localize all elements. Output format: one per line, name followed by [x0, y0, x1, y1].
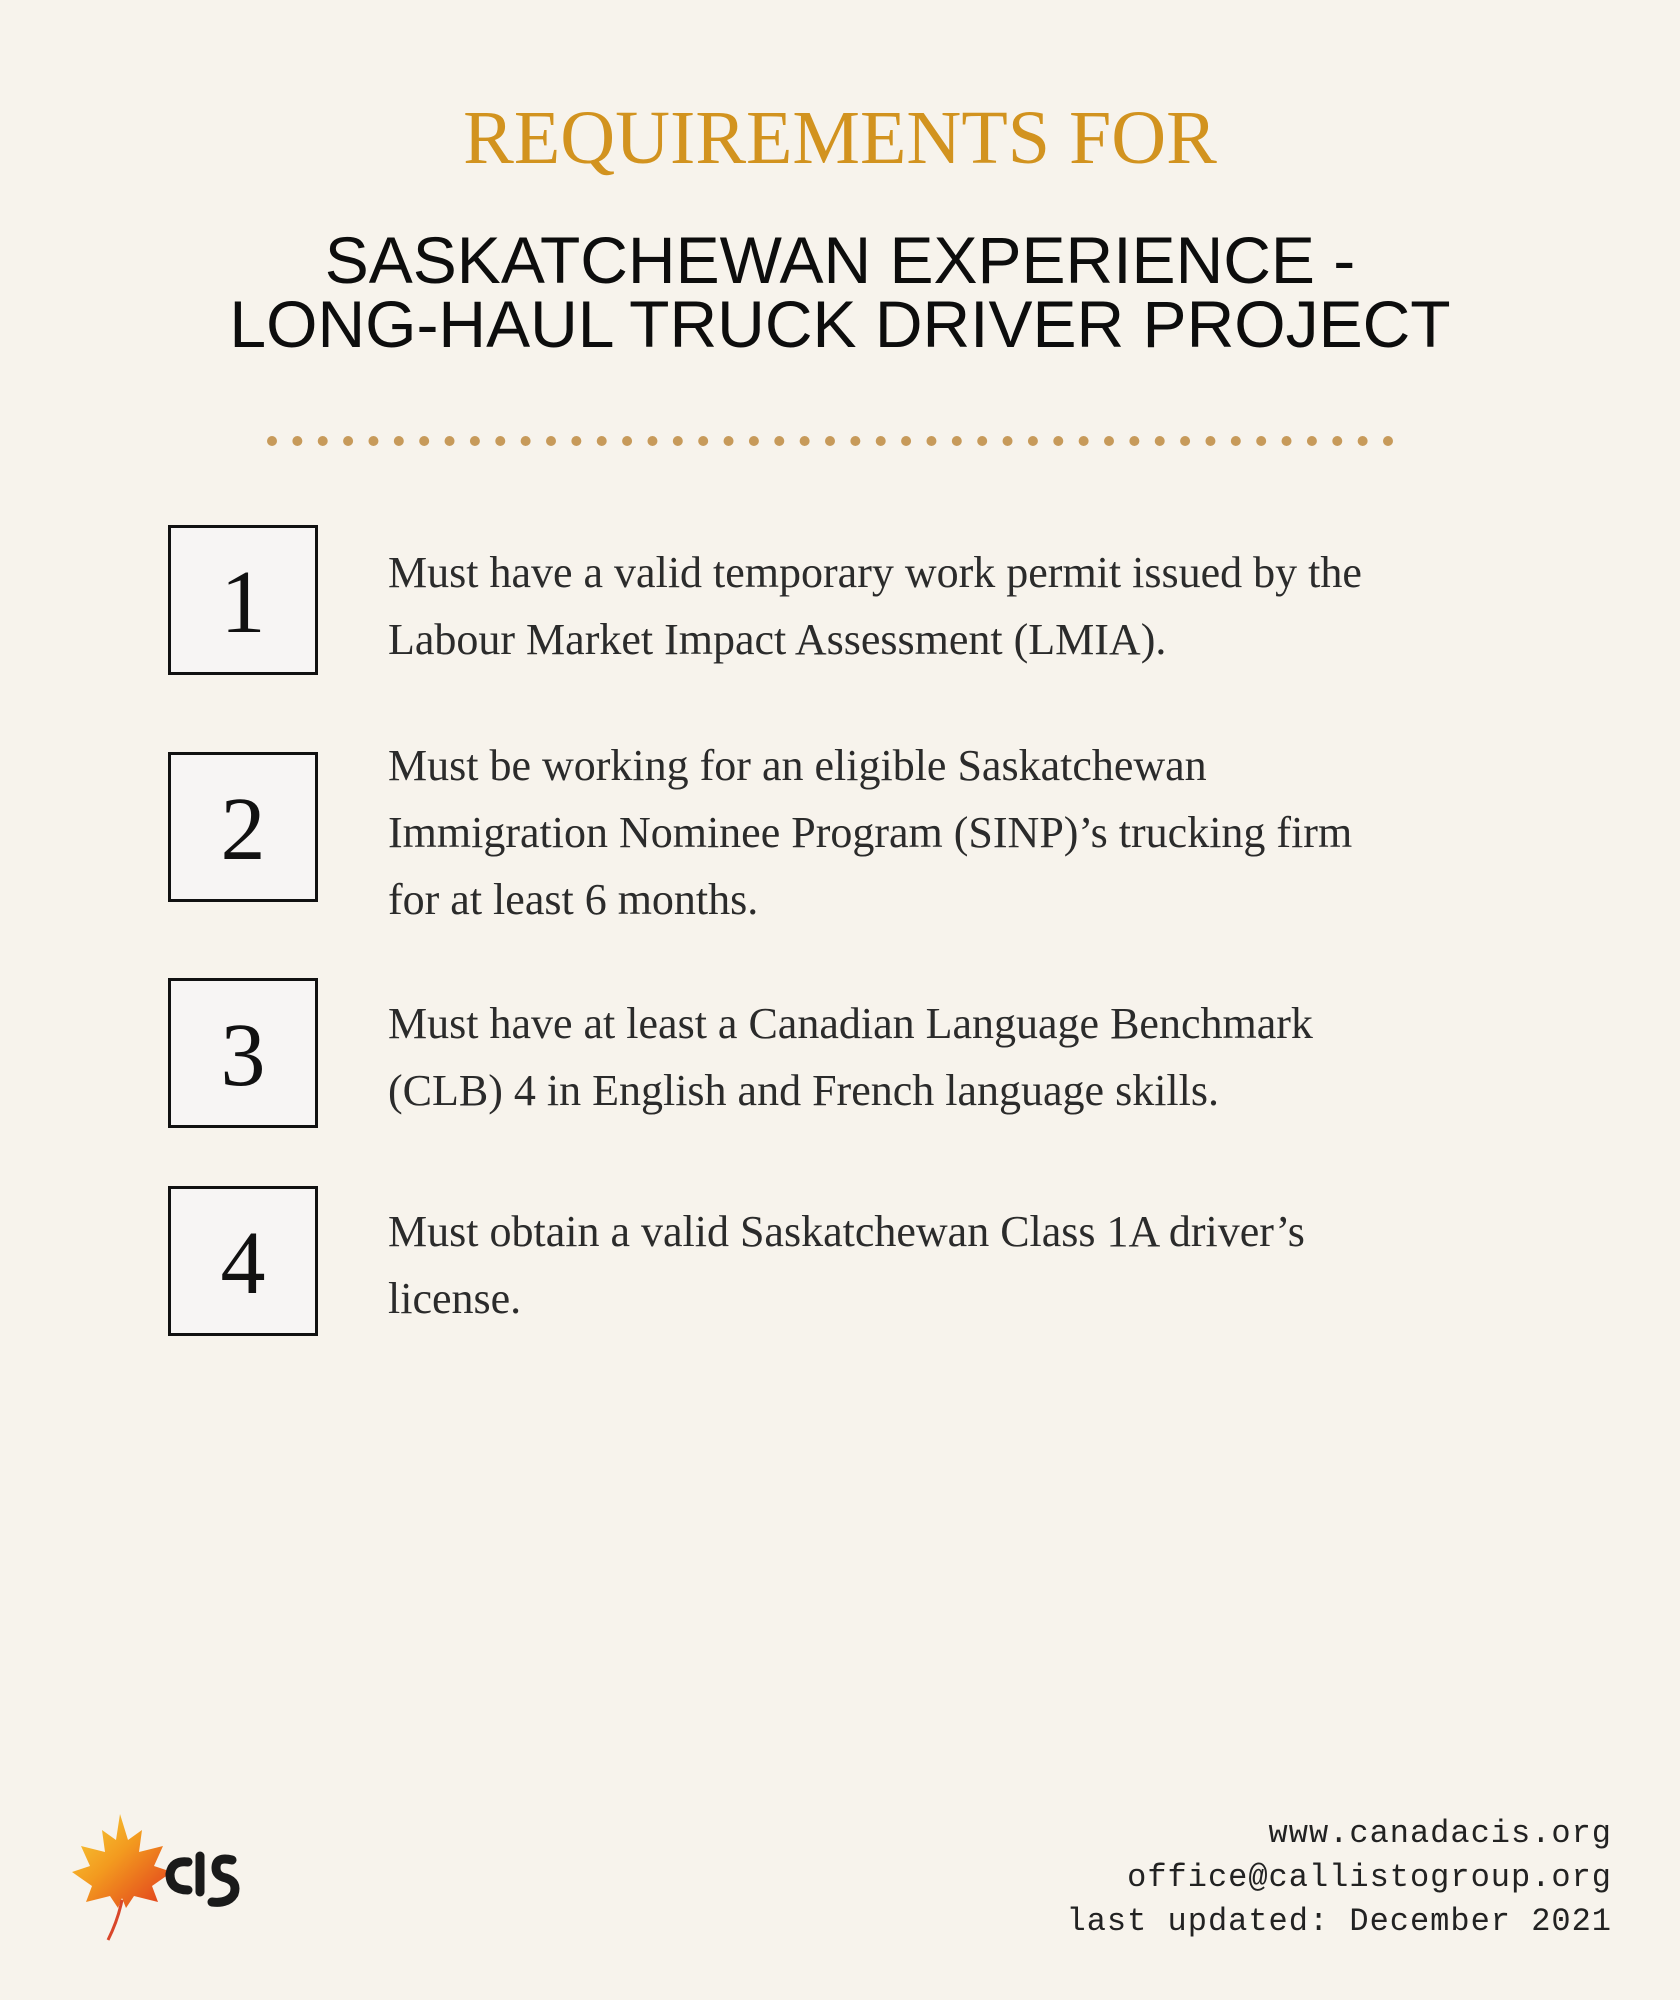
divider-dot — [394, 436, 404, 446]
divider-dot — [419, 436, 429, 446]
requirement-text-line: Immigration Nominee Program (SINP)’s trucking firm — [388, 808, 1353, 857]
divider-dot — [1307, 436, 1317, 446]
requirement-text-line: for at least 6 months. — [388, 875, 759, 924]
divider-dot — [1383, 436, 1393, 446]
divider-dot — [1104, 436, 1114, 446]
divider-dot — [571, 436, 581, 446]
divider-dot — [343, 436, 353, 446]
dotted-divider — [265, 434, 1395, 448]
requirement-text-line: license. — [388, 1274, 522, 1323]
page-title — [0, 223, 1680, 361]
divider-dot — [1079, 436, 1089, 446]
requirement-number-4: 4 — [168, 1186, 318, 1336]
divider-dot — [368, 436, 378, 446]
requirement-number-2: 2 — [168, 752, 318, 902]
divider-dot — [1053, 436, 1063, 446]
divider-dot — [698, 436, 708, 446]
divider-dot — [445, 436, 455, 446]
divider-dot — [825, 436, 835, 446]
divider-dot — [1358, 436, 1368, 446]
divider-dot — [901, 436, 911, 446]
website-link[interactable]: www.canadacis.org — [1268, 1815, 1612, 1852]
section-kicker: REQUIREMENTS FOR — [463, 96, 1217, 180]
requirement-number-3: 3 — [168, 978, 318, 1128]
divider-dot — [647, 436, 657, 446]
cis-logo-letters — [170, 1856, 235, 1902]
requirement-text-line: Must have a valid temporary work permit issued by the — [388, 548, 1362, 597]
divider-dot — [1003, 436, 1013, 446]
maple-leaf-icon — [72, 1814, 172, 1940]
requirement-text-4 — [388, 1198, 1518, 1332]
requirement-text-1 — [388, 539, 1518, 673]
divider-dot — [546, 436, 556, 446]
divider-dot — [1282, 436, 1292, 446]
requirement-text-line: Must obtain a valid Saskatchewan Class 1A driver’s — [388, 1207, 1305, 1256]
divider-dot — [774, 436, 784, 446]
divider-dot — [977, 436, 987, 446]
divider-dot — [749, 436, 759, 446]
divider-dot — [673, 436, 683, 446]
last-updated: last updated: December 2021 — [1066, 1903, 1612, 1940]
requirement-text-2 — [388, 732, 1518, 933]
divider-dot — [952, 436, 962, 446]
divider-dot — [1028, 436, 1038, 446]
divider-dot — [1256, 436, 1266, 446]
requirement-text-line: Labour Market Impact Assessment (LMIA). — [388, 615, 1167, 664]
divider-dot — [1180, 436, 1190, 446]
divider-dot — [800, 436, 810, 446]
divider-dot — [1205, 436, 1215, 446]
page-title-line-1: SASKATCHEWAN EXPERIENCE - — [324, 223, 1356, 297]
divider-dot — [1332, 436, 1342, 446]
page-title-line-2: LONG-HAUL TRUCK DRIVER PROJECT — [229, 287, 1451, 361]
divider-dot — [1129, 436, 1139, 446]
cis-logo — [60, 1810, 260, 1945]
email-link[interactable]: office@callistogroup.org — [1127, 1859, 1612, 1896]
divider-dot — [876, 436, 886, 446]
footer-contact — [1067, 1812, 1612, 1944]
requirement-text-3 — [388, 990, 1518, 1124]
divider-dot — [1231, 436, 1241, 446]
requirement-number-1: 1 — [168, 525, 318, 675]
requirement-text-line: Must have at least a Canadian Language Benchmark — [388, 999, 1313, 1048]
requirement-text-line: Must be working for an eligible Saskatchewan — [388, 741, 1207, 790]
divider-dot — [495, 436, 505, 446]
divider-dot — [622, 436, 632, 446]
divider-dot — [926, 436, 936, 446]
divider-dot — [267, 436, 277, 446]
requirement-text-line: (CLB) 4 in English and French language skills. — [388, 1066, 1219, 1115]
divider-dot — [521, 436, 531, 446]
divider-dot — [597, 436, 607, 446]
divider-dot — [1155, 436, 1165, 446]
divider-dot — [292, 436, 302, 446]
divider-dot — [318, 436, 328, 446]
divider-dot — [850, 436, 860, 446]
divider-dot — [724, 436, 734, 446]
divider-dot — [470, 436, 480, 446]
